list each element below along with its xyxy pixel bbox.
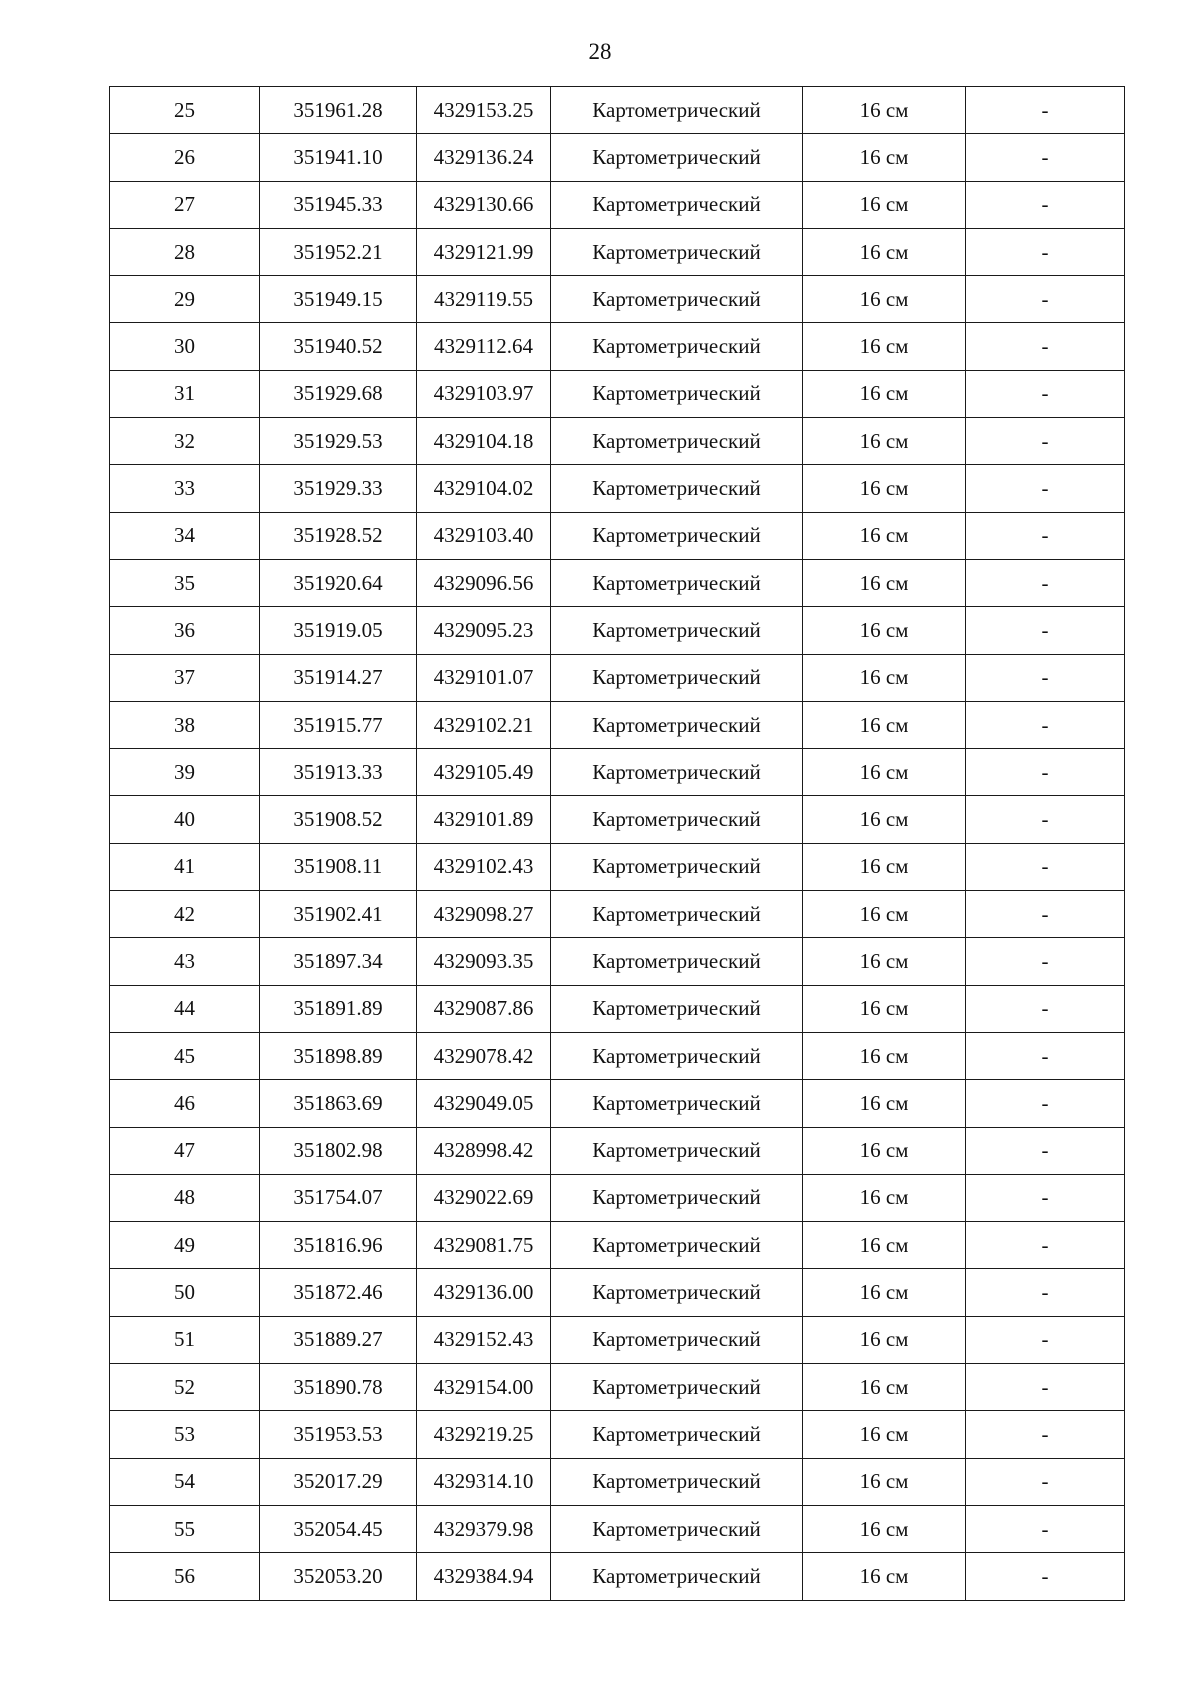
accuracy-cell: 16 см xyxy=(803,1553,966,1600)
x-coordinate-cell: 351902.41 xyxy=(260,891,417,938)
y-coordinate-cell: 4329103.97 xyxy=(417,370,551,417)
method-cell: Картометрический xyxy=(551,181,803,228)
method-cell: Картометрический xyxy=(551,1080,803,1127)
point-number-cell: 25 xyxy=(110,87,260,134)
x-coordinate-cell: 351941.10 xyxy=(260,134,417,181)
x-coordinate-cell: 351897.34 xyxy=(260,938,417,985)
accuracy-cell: 16 см xyxy=(803,1080,966,1127)
method-cell: Картометрический xyxy=(551,1553,803,1600)
y-coordinate-cell: 4329112.64 xyxy=(417,323,551,370)
description-cell: - xyxy=(966,1458,1125,1505)
point-number-cell: 35 xyxy=(110,559,260,606)
accuracy-cell: 16 см xyxy=(803,1316,966,1363)
point-number-cell: 52 xyxy=(110,1364,260,1411)
y-coordinate-cell: 4329314.10 xyxy=(417,1458,551,1505)
point-number-cell: 55 xyxy=(110,1505,260,1552)
y-coordinate-cell: 4328998.42 xyxy=(417,1127,551,1174)
table-row xyxy=(110,1553,1125,1600)
accuracy-cell: 16 см xyxy=(803,1032,966,1079)
x-coordinate-cell: 351929.53 xyxy=(260,418,417,465)
table-row xyxy=(110,1364,1125,1411)
accuracy-cell: 16 см xyxy=(803,465,966,512)
table-row xyxy=(110,654,1125,701)
x-coordinate-cell: 351915.77 xyxy=(260,701,417,748)
point-number-cell: 47 xyxy=(110,1127,260,1174)
method-cell: Картометрический xyxy=(551,512,803,559)
accuracy-cell: 16 см xyxy=(803,1505,966,1552)
method-cell: Картометрический xyxy=(551,985,803,1032)
x-coordinate-cell: 351920.64 xyxy=(260,559,417,606)
accuracy-cell: 16 см xyxy=(803,1222,966,1269)
method-cell: Картометрический xyxy=(551,559,803,606)
description-cell: - xyxy=(966,1553,1125,1600)
y-coordinate-cell: 4329105.49 xyxy=(417,749,551,796)
accuracy-cell: 16 см xyxy=(803,1364,966,1411)
method-cell: Картометрический xyxy=(551,276,803,323)
table-row xyxy=(110,607,1125,654)
description-cell: - xyxy=(966,87,1125,134)
description-cell: - xyxy=(966,1127,1125,1174)
description-cell: - xyxy=(966,1316,1125,1363)
x-coordinate-cell: 351945.33 xyxy=(260,181,417,228)
table-row xyxy=(110,1458,1125,1505)
point-number-cell: 39 xyxy=(110,749,260,796)
accuracy-cell: 16 см xyxy=(803,749,966,796)
y-coordinate-cell: 4329219.25 xyxy=(417,1411,551,1458)
y-coordinate-cell: 4329384.94 xyxy=(417,1553,551,1600)
y-coordinate-cell: 4329101.07 xyxy=(417,654,551,701)
accuracy-cell: 16 см xyxy=(803,370,966,417)
accuracy-cell: 16 см xyxy=(803,1127,966,1174)
y-coordinate-cell: 4329087.86 xyxy=(417,985,551,1032)
table-row xyxy=(110,796,1125,843)
point-number-cell: 27 xyxy=(110,181,260,228)
point-number-cell: 54 xyxy=(110,1458,260,1505)
description-cell: - xyxy=(966,512,1125,559)
description-cell: - xyxy=(966,1411,1125,1458)
table-row xyxy=(110,891,1125,938)
description-cell: - xyxy=(966,607,1125,654)
description-cell: - xyxy=(966,749,1125,796)
point-number-cell: 46 xyxy=(110,1080,260,1127)
accuracy-cell: 16 см xyxy=(803,418,966,465)
description-cell: - xyxy=(966,323,1125,370)
table-row xyxy=(110,1127,1125,1174)
x-coordinate-cell: 351914.27 xyxy=(260,654,417,701)
point-number-cell: 30 xyxy=(110,323,260,370)
point-number-cell: 53 xyxy=(110,1411,260,1458)
method-cell: Картометрический xyxy=(551,796,803,843)
method-cell: Картометрический xyxy=(551,843,803,890)
y-coordinate-cell: 4329379.98 xyxy=(417,1505,551,1552)
method-cell: Картометрический xyxy=(551,1505,803,1552)
method-cell: Картометрический xyxy=(551,1364,803,1411)
method-cell: Картометрический xyxy=(551,654,803,701)
accuracy-cell: 16 см xyxy=(803,1174,966,1221)
y-coordinate-cell: 4329130.66 xyxy=(417,181,551,228)
table-row xyxy=(110,701,1125,748)
method-cell: Картометрический xyxy=(551,701,803,748)
method-cell: Картометрический xyxy=(551,1316,803,1363)
table-row xyxy=(110,228,1125,275)
table-row xyxy=(110,276,1125,323)
y-coordinate-cell: 4329049.05 xyxy=(417,1080,551,1127)
method-cell: Картометрический xyxy=(551,1222,803,1269)
y-coordinate-cell: 4329119.55 xyxy=(417,276,551,323)
point-number-cell: 51 xyxy=(110,1316,260,1363)
description-cell: - xyxy=(966,1222,1125,1269)
x-coordinate-cell: 352017.29 xyxy=(260,1458,417,1505)
method-cell: Картометрический xyxy=(551,607,803,654)
accuracy-cell: 16 см xyxy=(803,559,966,606)
point-number-cell: 29 xyxy=(110,276,260,323)
table-row xyxy=(110,465,1125,512)
table-row xyxy=(110,181,1125,228)
y-coordinate-cell: 4329098.27 xyxy=(417,891,551,938)
x-coordinate-cell: 351898.89 xyxy=(260,1032,417,1079)
point-number-cell: 48 xyxy=(110,1174,260,1221)
description-cell: - xyxy=(966,843,1125,890)
method-cell: Картометрический xyxy=(551,749,803,796)
coordinates-table-body xyxy=(110,87,1125,1601)
method-cell: Картометрический xyxy=(551,228,803,275)
x-coordinate-cell: 351754.07 xyxy=(260,1174,417,1221)
x-coordinate-cell: 351863.69 xyxy=(260,1080,417,1127)
accuracy-cell: 16 см xyxy=(803,181,966,228)
y-coordinate-cell: 4329093.35 xyxy=(417,938,551,985)
method-cell: Картометрический xyxy=(551,1174,803,1221)
x-coordinate-cell: 351928.52 xyxy=(260,512,417,559)
x-coordinate-cell: 351889.27 xyxy=(260,1316,417,1363)
accuracy-cell: 16 см xyxy=(803,701,966,748)
y-coordinate-cell: 4329104.18 xyxy=(417,418,551,465)
description-cell: - xyxy=(966,1080,1125,1127)
method-cell: Картометрический xyxy=(551,1127,803,1174)
x-coordinate-cell: 351940.52 xyxy=(260,323,417,370)
point-number-cell: 44 xyxy=(110,985,260,1032)
y-coordinate-cell: 4329102.43 xyxy=(417,843,551,890)
description-cell: - xyxy=(966,1505,1125,1552)
x-coordinate-cell: 351919.05 xyxy=(260,607,417,654)
x-coordinate-cell: 351961.28 xyxy=(260,87,417,134)
accuracy-cell: 16 см xyxy=(803,607,966,654)
y-coordinate-cell: 4329103.40 xyxy=(417,512,551,559)
x-coordinate-cell: 351891.89 xyxy=(260,985,417,1032)
table-row xyxy=(110,1316,1125,1363)
point-number-cell: 28 xyxy=(110,228,260,275)
table-row xyxy=(110,1411,1125,1458)
accuracy-cell: 16 см xyxy=(803,654,966,701)
description-cell: - xyxy=(966,1364,1125,1411)
accuracy-cell: 16 см xyxy=(803,1411,966,1458)
method-cell: Картометрический xyxy=(551,1269,803,1316)
page-number: 28 xyxy=(588,39,612,64)
y-coordinate-cell: 4329154.00 xyxy=(417,1364,551,1411)
method-cell: Картометрический xyxy=(551,465,803,512)
y-coordinate-cell: 4329096.56 xyxy=(417,559,551,606)
method-cell: Картометрический xyxy=(551,891,803,938)
table-row xyxy=(110,370,1125,417)
accuracy-cell: 16 см xyxy=(803,134,966,181)
point-number-cell: 40 xyxy=(110,796,260,843)
x-coordinate-cell: 351908.11 xyxy=(260,843,417,890)
description-cell: - xyxy=(966,228,1125,275)
table-row xyxy=(110,1174,1125,1221)
table-row xyxy=(110,1269,1125,1316)
accuracy-cell: 16 см xyxy=(803,512,966,559)
x-coordinate-cell: 351952.21 xyxy=(260,228,417,275)
x-coordinate-cell: 352053.20 xyxy=(260,1553,417,1600)
point-number-cell: 31 xyxy=(110,370,260,417)
point-number-cell: 38 xyxy=(110,701,260,748)
x-coordinate-cell: 351802.98 xyxy=(260,1127,417,1174)
table-row xyxy=(110,559,1125,606)
coordinates-table xyxy=(109,86,1125,1601)
table-row xyxy=(110,134,1125,181)
description-cell: - xyxy=(966,181,1125,228)
description-cell: - xyxy=(966,1174,1125,1221)
point-number-cell: 43 xyxy=(110,938,260,985)
method-cell: Картометрический xyxy=(551,1032,803,1079)
description-cell: - xyxy=(966,891,1125,938)
point-number-cell: 45 xyxy=(110,1032,260,1079)
x-coordinate-cell: 351816.96 xyxy=(260,1222,417,1269)
x-coordinate-cell: 351913.33 xyxy=(260,749,417,796)
y-coordinate-cell: 4329078.42 xyxy=(417,1032,551,1079)
method-cell: Картометрический xyxy=(551,87,803,134)
accuracy-cell: 16 см xyxy=(803,276,966,323)
point-number-cell: 37 xyxy=(110,654,260,701)
method-cell: Картометрический xyxy=(551,1411,803,1458)
y-coordinate-cell: 4329136.24 xyxy=(417,134,551,181)
accuracy-cell: 16 см xyxy=(803,228,966,275)
table-row xyxy=(110,87,1125,134)
description-cell: - xyxy=(966,985,1125,1032)
y-coordinate-cell: 4329101.89 xyxy=(417,796,551,843)
description-cell: - xyxy=(966,465,1125,512)
accuracy-cell: 16 см xyxy=(803,323,966,370)
point-number-cell: 36 xyxy=(110,607,260,654)
table-row xyxy=(110,418,1125,465)
description-cell: - xyxy=(966,370,1125,417)
y-coordinate-cell: 4329081.75 xyxy=(417,1222,551,1269)
table-row xyxy=(110,1032,1125,1079)
y-coordinate-cell: 4329136.00 xyxy=(417,1269,551,1316)
accuracy-cell: 16 см xyxy=(803,796,966,843)
table-row xyxy=(110,1505,1125,1552)
accuracy-cell: 16 см xyxy=(803,843,966,890)
x-coordinate-cell: 351908.52 xyxy=(260,796,417,843)
y-coordinate-cell: 4329104.02 xyxy=(417,465,551,512)
point-number-cell: 50 xyxy=(110,1269,260,1316)
description-cell: - xyxy=(966,559,1125,606)
method-cell: Картометрический xyxy=(551,370,803,417)
point-number-cell: 42 xyxy=(110,891,260,938)
y-coordinate-cell: 4329102.21 xyxy=(417,701,551,748)
accuracy-cell: 16 см xyxy=(803,1269,966,1316)
description-cell: - xyxy=(966,654,1125,701)
point-number-cell: 34 xyxy=(110,512,260,559)
accuracy-cell: 16 см xyxy=(803,1458,966,1505)
point-number-cell: 32 xyxy=(110,418,260,465)
accuracy-cell: 16 см xyxy=(803,985,966,1032)
point-number-cell: 56 xyxy=(110,1553,260,1600)
accuracy-cell: 16 см xyxy=(803,87,966,134)
description-cell: - xyxy=(966,938,1125,985)
x-coordinate-cell: 352054.45 xyxy=(260,1505,417,1552)
description-cell: - xyxy=(966,1032,1125,1079)
x-coordinate-cell: 351872.46 xyxy=(260,1269,417,1316)
point-number-cell: 49 xyxy=(110,1222,260,1269)
x-coordinate-cell: 351929.33 xyxy=(260,465,417,512)
point-number-cell: 33 xyxy=(110,465,260,512)
accuracy-cell: 16 см xyxy=(803,891,966,938)
description-cell: - xyxy=(966,796,1125,843)
method-cell: Картометрический xyxy=(551,323,803,370)
y-coordinate-cell: 4329022.69 xyxy=(417,1174,551,1221)
table-row xyxy=(110,323,1125,370)
table-row xyxy=(110,843,1125,890)
description-cell: - xyxy=(966,1269,1125,1316)
table-row xyxy=(110,749,1125,796)
description-cell: - xyxy=(966,134,1125,181)
x-coordinate-cell: 351953.53 xyxy=(260,1411,417,1458)
table-row xyxy=(110,1222,1125,1269)
y-coordinate-cell: 4329121.99 xyxy=(417,228,551,275)
table-row xyxy=(110,938,1125,985)
description-cell: - xyxy=(966,701,1125,748)
description-cell: - xyxy=(966,276,1125,323)
x-coordinate-cell: 351929.68 xyxy=(260,370,417,417)
y-coordinate-cell: 4329153.25 xyxy=(417,87,551,134)
method-cell: Картометрический xyxy=(551,1458,803,1505)
method-cell: Картометрический xyxy=(551,134,803,181)
point-number-cell: 26 xyxy=(110,134,260,181)
description-cell: - xyxy=(966,418,1125,465)
y-coordinate-cell: 4329152.43 xyxy=(417,1316,551,1363)
x-coordinate-cell: 351890.78 xyxy=(260,1364,417,1411)
accuracy-cell: 16 см xyxy=(803,938,966,985)
table-row xyxy=(110,985,1125,1032)
table-row xyxy=(110,1080,1125,1127)
method-cell: Картометрический xyxy=(551,418,803,465)
table-row xyxy=(110,512,1125,559)
point-number-cell: 41 xyxy=(110,843,260,890)
method-cell: Картометрический xyxy=(551,938,803,985)
y-coordinate-cell: 4329095.23 xyxy=(417,607,551,654)
x-coordinate-cell: 351949.15 xyxy=(260,276,417,323)
